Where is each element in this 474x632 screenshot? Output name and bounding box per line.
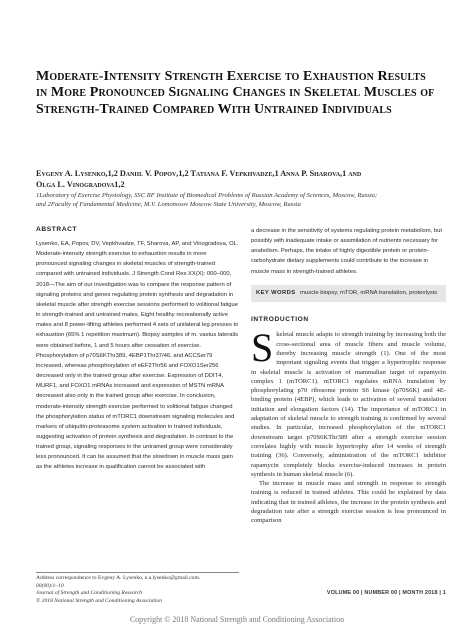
abstract-continuation: a decrease in the sensitivity of systems regulating protein metabolism, but possibly with inadequate intake or assimilation of nutrients necessary for anabolism. Perhaps, the intake of highly digestible protein or protein-carbohydrate dietary supplements could contribute to the increase in muscle mass in strength-trained athletes. <box>251 228 442 275</box>
affiliations <box>36 192 436 209</box>
introduction-body <box>251 325 446 525</box>
journal-name: Journal of Strength and Conditioning Research <box>36 590 143 597</box>
abstract-text: Lysenko, EA, Popov, DV, Vepkhvadze, TF, Sharova, AP, and Vinogradova, OL. Moderate-intensity strength exercise to exhaustion results in more pronounced signaling changes in skeletal muscles of strength-trained compared with untrained individuals. J Strength Cond Res XX(X): 000–000, 2018—The aim of our investigation was to compare the response pattern of signaling proteins and genes regulating protein synthesis and degradation in skeletal muscle after strength exercise sessions performed to volitional fatigue in strength-trained and untrained males. Eight healthy recreationally active males and 8 power-lifting athletes performed 4 sets of unilateral leg presses to exhaustion (65% 1 repetition maximum). Biopsy samples of m. vastus lateralis were obtained before, 1 and 5 hours after cessation of exercise. Phosphorylation of p70S6KThr389, 4EBP1Thr37/46, and ACCSer79 increased, whereas phosphorylation of eEF2Thr56 and FOXO1Ser256 decreased only in the trained group after exercise. Expression of DDIT4, MURF1, and FOXO1 mRNAs increased and expression of MSTN mRNA decreased also only in the trained group after exercise. In conclusion, moderate-intensity strength exercise performed to volitional fatigue changed the phosphorylation status of mTORC1 downstream signaling molecules and markers of ubiquitin-proteasome system activation in trained individuals, suggesting activation of protein synthesis and degradation. In contrast to the trained group, signaling responses in the untrained group were considerably less pronounced. It can be assumed that the slowdown in muscle mass gain as the athletes increase in qualification cannot be associated with <box>36 241 239 471</box>
abstract-heading: ABSTRACT <box>36 226 78 233</box>
article-title: Moderate-Intensity Strength Exercise to Exhaustion Results in More Pronounced Signaling Changes in Skeletal Muscles of Strength-Trained Compared With Untrained Individuals <box>36 69 435 117</box>
volume-reference: 00(00)/1–10 <box>36 582 64 589</box>
page-footer: VOLUME 00 | NUMBER 00 | MONTH 2018 | 1 <box>326 590 446 596</box>
authors-line-1: Evgeny A. Lysenko,1,2 Daniil V. Popov,1,2 Tatiana F. Vepkhvadze,1 Anna P. Sharova,1 and <box>36 169 362 178</box>
author-list <box>36 168 438 190</box>
footnote-copyright: © 2018 National Strength and Conditioning Association <box>36 597 163 604</box>
keywords-box <box>251 285 446 303</box>
bottom-copyright: Copyright © 2018 National Strength and Conditioning Association <box>129 615 345 624</box>
right-column <box>251 226 446 526</box>
left-column <box>36 226 239 473</box>
keywords-text: muscle biopsy, mTOR, mRNA translation, proteolysis <box>300 289 438 296</box>
introduction-heading: INTRODUCTION <box>251 316 309 324</box>
affiliation-2: and 2Faculty of Fundamental Medicine, M.V. Lomonosov Moscow State University, Moscow, Russia <box>36 200 301 208</box>
correspondence-note: Address correspondence to Evgeny A. Lysenko, e.a.lysenko@gmail.com. <box>36 575 201 581</box>
affiliation-1: 1Laboratory of Exercise Physiology, SSC RF Institute of Biomedical Problems of Russian Academy of Sciences, Moscow, Russia; <box>36 192 378 199</box>
authors-line-2: Olga L. Vinogradova1,2 <box>36 180 125 190</box>
footnotes <box>36 575 239 605</box>
drop-cap: S <box>251 325 274 371</box>
footnote-divider <box>36 572 239 573</box>
keywords-label: KEY WORDS <box>256 289 296 296</box>
introduction-paragraph-1: keletal muscle adapts to strength training by increasing both the cross-sectional area of muscle fibers and muscle volume, thereby increasing muscle strength (1). One of the most important signaling events that trigger a hypertrophic response in skeletal muscle is activation of mammalian target of rapamycin complex 1 (mTORC1). mTORC1 regulates mRNA translation by phosphorylating p70 ribosome protein S6 kinase (p70S6K) and 4E-binding protein (4EBP), which leads to activation of several translation initiation and elongation factors (14). The importance of mTORC1 in adaptation of skeletal muscle to strength training is confirmed by several studies. In particular, increased phosphorylation of the mTORC1 downstream target p70S6KThr389 after a strength exercise session correlates highly with muscle hypertrophy after 14 weeks of strength training (36). Conversely, administration of the mTORC1 inhibitor rapamycin completely blocks exercise-induced increases in protein synthesis in human skeletal muscle (6). <box>251 331 446 478</box>
introduction-paragraph-2: The increase in muscle mass and strength in response to strength training is reduced in trained athletes. This could be explained by data indicating that in trained athletes, the increase in the protein synthesis and degradation rate after a strength exercise session is less pronounced in comparison <box>251 480 446 525</box>
